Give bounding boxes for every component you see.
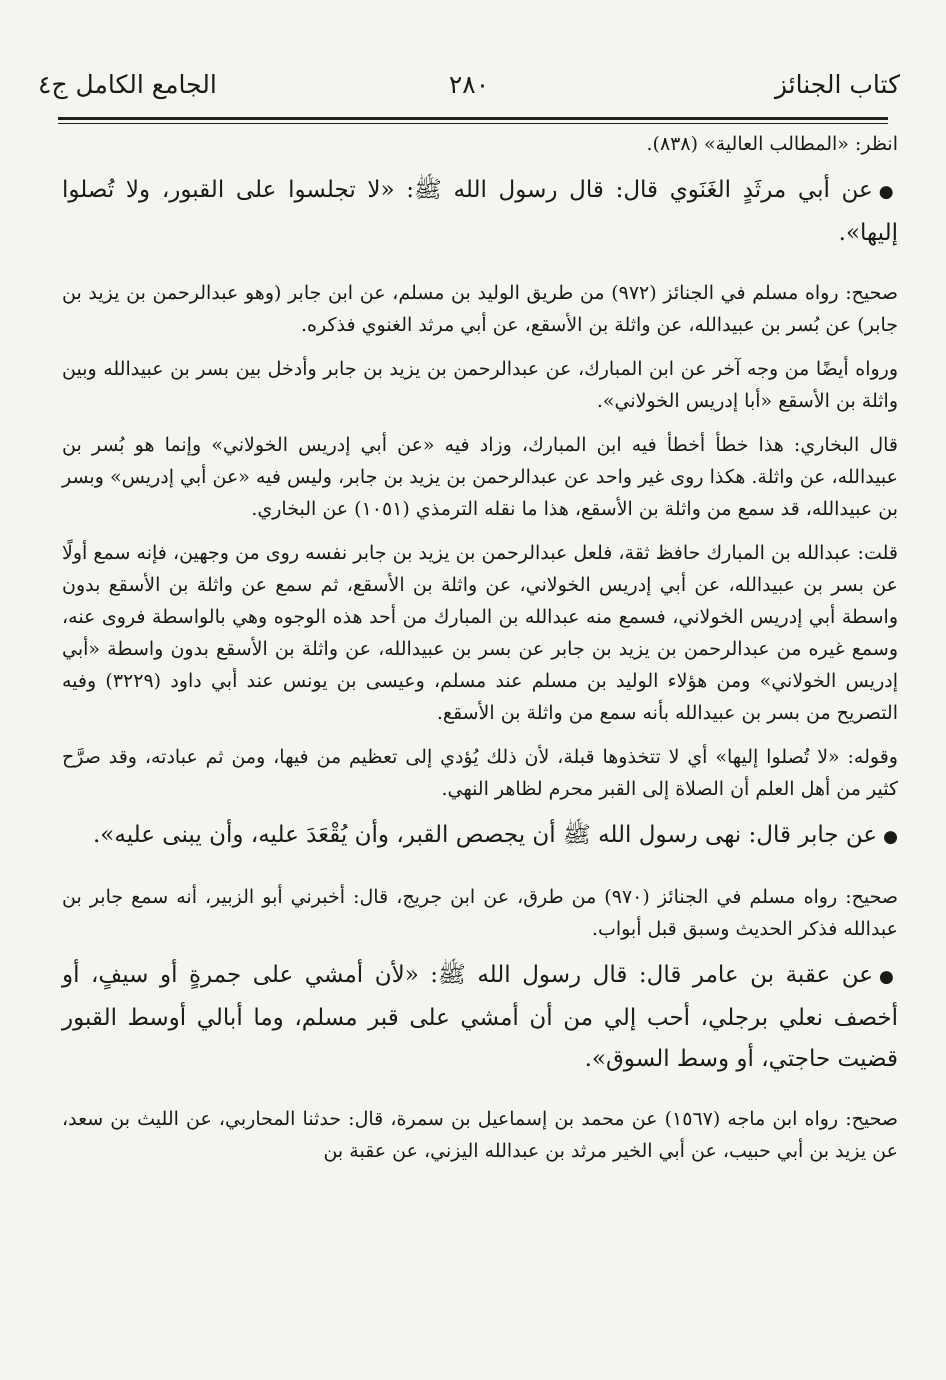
commentary-paragraph: صحيح: رواه مسلم في الجنائز (٩٧٠) من طرق، عن ابن جريج، قال: أخبرني أبو الزبير، أنه سمع جابر بن عبدالله فذكر الحديث وسبق قبل أبواب. [62,886,898,940]
hadith-paragraph [62,170,898,254]
commentary-paragraph: قال البخاري: هذا خطأ أخطأ فيه ابن المبارك، وزاد فيه «عن أبي إدريس الخولاني» وإنما هو بُسر بن عبيدالله، عن واثلة. هكذا روى غير واحد عن عبدالرحمن بن يزيد بن جابر، وليس فيه «عن أبي إدريس» وبسر بن عبيدالله، قد سمع من واثلة بن الأسقع، هذا ما نقله الترمذي (١٠٥١) عن البخاري. [62,434,898,520]
commentary-paragraph: صحيح: رواه مسلم في الجنائز (٩٧٢) من طريق الوليد بن مسلم، عن ابن جابر (وهو عبدالرحمن بن يزيد بن جابر) عن بُسر بن عبيدالله، عن واثلة بن الأسقع، عن أبي مرثد الغنوي فذكره. [62,282,898,336]
page-body [62,128,898,1167]
commentary-paragraph: ورواه أيضًا من وجه آخر عن ابن المبارك، عن عبدالرحمن بن يزيد بن جابر وأدخل بين بسر بن عبيدالله وبين واثلة بن الأسقع «أبا إدريس الخولاني». [62,358,898,412]
hadith-paragraph [62,815,898,858]
bullet-icon: ● [883,827,898,847]
hadith-text: عن جابر قال: نهى رسول الله ﷺ أن يجصص القبر، وأن يُقْعَدَ عليه، وأن يبنى عليه». [93,822,878,848]
hadith-text: عن أبي مرثَدٍ الغَنَوي قال: قال رسول الله ﷺ: «لا تجلسوا على القبور، ولا تُصلوا إليها». [62,177,898,246]
hadith-text: عن عقبة بن عامر قال: قال رسول الله ﷺ: «لأن أمشي على جمرةٍ أو سيفٍ، أو أخصف نعلي برجلي، أحب إلي من أن أمشي على قبر مسلم، وما أبالي أوسط القبور قضيت حاجتي، أو وسط السوق». [62,962,898,1072]
header-rule-thin [58,123,888,124]
page-header [38,62,900,112]
reference-paragraph: انظر: «المطالب العالية» (٨٣٨). [646,133,898,155]
hadith-paragraph [62,955,898,1080]
commentary-paragraph: صحيح: رواه ابن ماجه (١٥٦٧) عن محمد بن إسماعيل بن سمرة، قال: حدثنا المحاربي، عن الليث بن سعد، عن يزيد بن أبي حبيب، عن أبي الخير مرثد بن عبدالله اليزني، عن عقبة بن [62,1108,899,1162]
volume-title: الجامع الكامل ج٤ [38,70,217,99]
commentary-paragraph: قلت: عبدالله بن المبارك حافظ ثقة، فلعل عبدالرحمن بن يزيد بن جابر نفسه روى من وجهين، فإنه سمع أولًا عن بسر بن عبيدالله، عن أبي إدريس الخولاني، عن واثلة بن الأسقع، ثم سمع عن واثلة بن الأسقع بدون واسطة أبي إدريس الخولاني، فسمع منه عبدالله بن المبارك من أحد هذه الوجوه وهي بالواسطة فروى عنه، وسمع غيره من عبدالرحمن بن يزيد بن جابر عن بسر بن عبيدالله، عن واثلة بن الأسقع بدون واسطة «أبي إدريس الخولاني» ومن هؤلاء الوليد بن مسلم عند مسلم، وعيسى بن يونس عند أبي داود (٣٢٢٩) وفيه التصريح من بسر بن عبيدالله بأنه سمع من واثلة بن الأسقع. [62,542,898,724]
commentary-paragraph: وقوله: «لا تُصلوا إليها» أي لا تتخذوها قبلة، لأن ذلك يُؤدي إلى تعظيم من فيها، ومن ثم عبادته، وقد صرَّح كثير من أهل العلم أن الصلاة إلى القبر محرم لظاهر النهي. [62,746,898,800]
header-rule-thick [58,117,888,120]
bullet-icon: ● [878,182,898,202]
book-title: كتاب الجنائز [774,70,900,99]
bullet-icon: ● [878,967,898,987]
page-number: ٢٨٠ [448,70,490,99]
